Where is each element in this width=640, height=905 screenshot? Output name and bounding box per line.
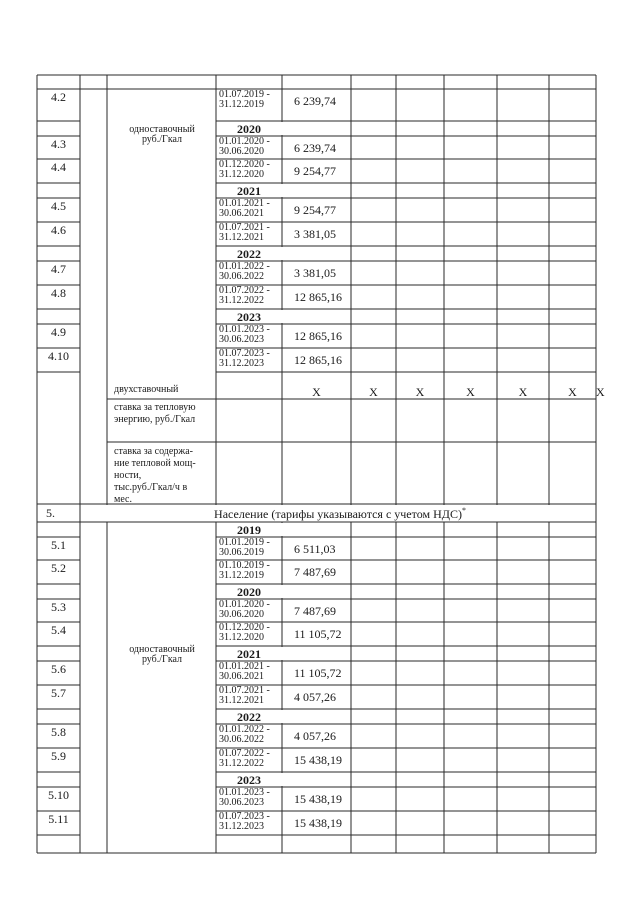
tariff-value: 3 381,05 [294,227,336,241]
x-mark: X [312,385,321,399]
period-cell: 01.07.2021 - 31.12.2021 [219,222,270,243]
year-label: 2019 [237,523,261,537]
tariff-value: 12 865,16 [294,329,342,343]
period-cell: 01.01.2022 - 30.06.2022 [219,261,270,282]
year-label: 2020 [237,122,261,136]
tariff-value: 12 865,16 [294,290,342,304]
row-number: 4.8 [51,286,66,300]
two-part-label: двухставочный [114,384,179,395]
x-mark: X [466,385,475,399]
tariff-value: 4 057,26 [294,690,336,704]
x-mark: X [596,385,605,399]
row-number: 4.2 [51,90,66,104]
period-cell: 01.12.2020 - 31.12.2020 [219,159,270,180]
x-mark: X [369,385,378,399]
tariff-value: 6 239,74 [294,141,336,155]
period-cell: 01.01.2022 - 30.06.2022 [219,724,270,745]
row-number: 4.10 [48,349,69,363]
section-5-number: 5. [46,506,55,520]
year-label: 2023 [237,310,261,324]
row-number: 5.11 [48,812,69,826]
row-number: 5.10 [48,788,69,802]
year-label: 2021 [237,184,261,198]
period-cell: 01.01.2023 - 30.06.2023 [219,324,270,345]
row-number: 4.4 [51,160,66,174]
tariff-value: 12 865,16 [294,353,342,367]
section-5-title-text: Население (тарифы указываются с учетом НДС) [214,507,462,521]
tariff-value: 6 239,74 [294,94,336,108]
tariff-value: 15 438,19 [294,753,342,767]
tariff-value: 4 057,26 [294,729,336,743]
period-cell: 01.01.2021 - 30.06.2021 [219,661,270,682]
row-number: 5.7 [51,686,66,700]
period-cell: 01.07.2023 - 31.12.2023 [219,348,270,369]
row-number: 5.8 [51,725,66,739]
group5-tariff-type: одноставочный руб./Гкал [129,644,195,665]
period-cell: 01.10.2019 - 31.12.2019 [219,560,270,581]
tariff-value: 7 487,69 [294,604,336,618]
x-mark: X [518,385,528,399]
period-cell: 01.01.2021 - 30.06.2021 [219,198,270,219]
period-cell: 01.07.2022 - 31.12.2022 [219,285,270,306]
period-cell: 01.07.2023 - 31.12.2023 [219,811,270,832]
tariff-value: 9 254,77 [294,164,336,178]
tariff-value: 15 438,19 [294,816,342,830]
period-cell: 01.12.2020 - 31.12.2020 [219,622,270,643]
year-label: 2022 [237,247,261,261]
section-5-title [80,507,600,520]
period-cell: 01.07.2019 - 31.12.2019 [219,89,270,110]
period-cell: 01.01.2023 - 30.06.2023 [219,787,270,808]
tariff-value: 11 105,72 [294,627,342,641]
period-cell: 01.01.2020 - 30.06.2020 [219,599,270,620]
capacity-rate-label: ставка за содержа- ние тепловой мощ- ности, тыс.руб./Гкал/ч в мес. [114,446,196,505]
row-number: 4.3 [51,137,66,151]
tariff-value: 11 105,72 [294,666,342,680]
year-label: 2020 [237,585,261,599]
period-cell: 01.07.2021 - 31.12.2021 [219,685,270,706]
year-label: 2023 [237,773,261,787]
row-number: 5.4 [51,623,66,637]
row-number: 5.2 [51,561,66,575]
row-number: 4.6 [51,223,66,237]
heat-rate-label: ставка за тепловую энергию, руб./Гкал [114,402,196,425]
footnote-mark: * [461,506,466,515]
tariff-value: 9 254,77 [294,203,336,217]
tariff-value: 3 381,05 [294,266,336,280]
tariff-value: 6 511,03 [294,542,336,556]
row-number: 5.1 [51,538,66,552]
row-number: 5.3 [51,600,66,614]
row-number: 5.6 [51,662,66,676]
row-number: 4.7 [51,262,66,276]
row-number: 4.5 [51,199,66,213]
row-number: 5.9 [51,749,66,763]
year-label: 2022 [237,710,261,724]
group4-tariff-type: одноставочный руб./Гкал [129,124,195,145]
period-cell: 01.01.2020 - 30.06.2020 [219,136,270,157]
tariff-value: 7 487,69 [294,565,336,579]
x-mark: X [415,385,425,399]
period-cell: 01.07.2022 - 31.12.2022 [219,748,270,769]
tariff-value: 15 438,19 [294,792,342,806]
period-cell: 01.01.2019 - 30.06.2019 [219,537,270,558]
x-mark: X [568,385,577,399]
row-number: 4.9 [51,325,66,339]
year-label: 2021 [237,647,261,661]
